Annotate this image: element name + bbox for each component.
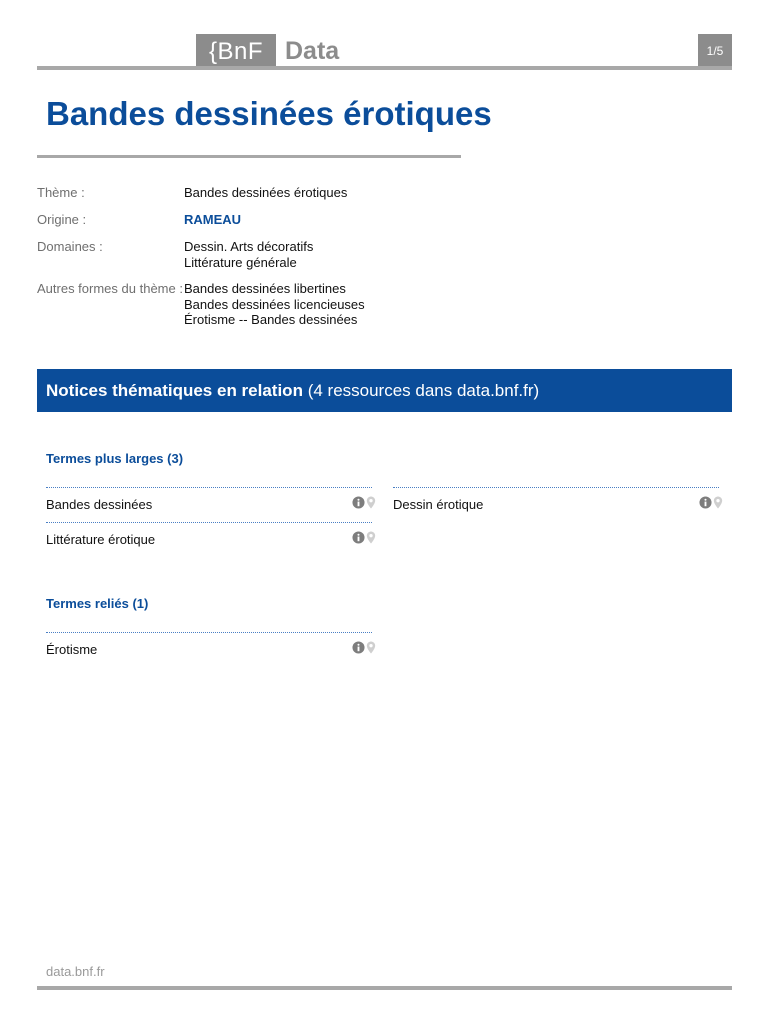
meta-row-other-forms: [37, 281, 537, 328]
page-indicator: 1/5: [698, 34, 732, 70]
footer-divider: [37, 986, 732, 990]
location-pin-icon[interactable]: [366, 531, 376, 544]
banner-count: (4 ressources dans data.bnf.fr): [307, 381, 540, 400]
meta-label: Origine :: [37, 212, 87, 227]
term-link[interactable]: Bandes dessinées: [46, 497, 153, 512]
meta-label: Domaines :: [37, 239, 103, 254]
location-pin-icon[interactable]: [713, 496, 723, 509]
meta-label: Autres formes du thème :: [37, 281, 183, 296]
header-divider: [37, 66, 732, 70]
metadata-table: [37, 185, 537, 339]
term-link[interactable]: Littérature érotique: [46, 532, 156, 547]
page-title: Bandes dessinées érotiques: [46, 95, 492, 132]
list-item[interactable]: [393, 487, 719, 522]
header: [37, 34, 732, 70]
info-icon[interactable]: [352, 531, 365, 544]
list-item[interactable]: [46, 487, 372, 522]
related-terms-title: Termes reliés (1): [46, 596, 149, 611]
meta-row-origin: [37, 212, 537, 228]
domain-value: Littérature générale: [184, 254, 297, 270]
term-link[interactable]: Dessin érotique: [393, 497, 484, 512]
footer-site-link[interactable]: data.bnf.fr: [46, 964, 105, 979]
other-form-value: Bandes dessinées libertines: [184, 281, 346, 296]
info-icon[interactable]: [352, 496, 365, 509]
meta-label: Thème :: [37, 185, 85, 200]
origin-link[interactable]: RAMEAU: [184, 212, 242, 227]
broader-terms-title: Termes plus larges (3): [46, 451, 184, 466]
location-pin-icon[interactable]: [366, 641, 376, 654]
title-divider: [37, 155, 461, 158]
meta-row-theme: [37, 185, 537, 201]
list-item[interactable]: [46, 632, 372, 667]
logo-data-label: Data: [285, 37, 340, 65]
meta-row-domains: [37, 239, 537, 270]
other-form-value: Bandes dessinées licencieuses: [184, 296, 365, 312]
list-item[interactable]: [46, 522, 372, 557]
bnf-logo[interactable]: {BnF: [196, 34, 276, 70]
location-pin-icon[interactable]: [366, 496, 376, 509]
term-link[interactable]: Érotisme: [46, 642, 98, 657]
other-form-value: Érotisme -- Bandes dessinées: [184, 312, 358, 327]
domain-value: Dessin. Arts décoratifs: [184, 239, 314, 254]
info-icon[interactable]: [352, 641, 365, 654]
banner-title: Notices thématiques en relation: [46, 381, 303, 400]
info-icon[interactable]: [699, 496, 712, 509]
meta-value: Bandes dessinées érotiques: [184, 185, 348, 200]
related-notices-banner: [37, 369, 732, 412]
